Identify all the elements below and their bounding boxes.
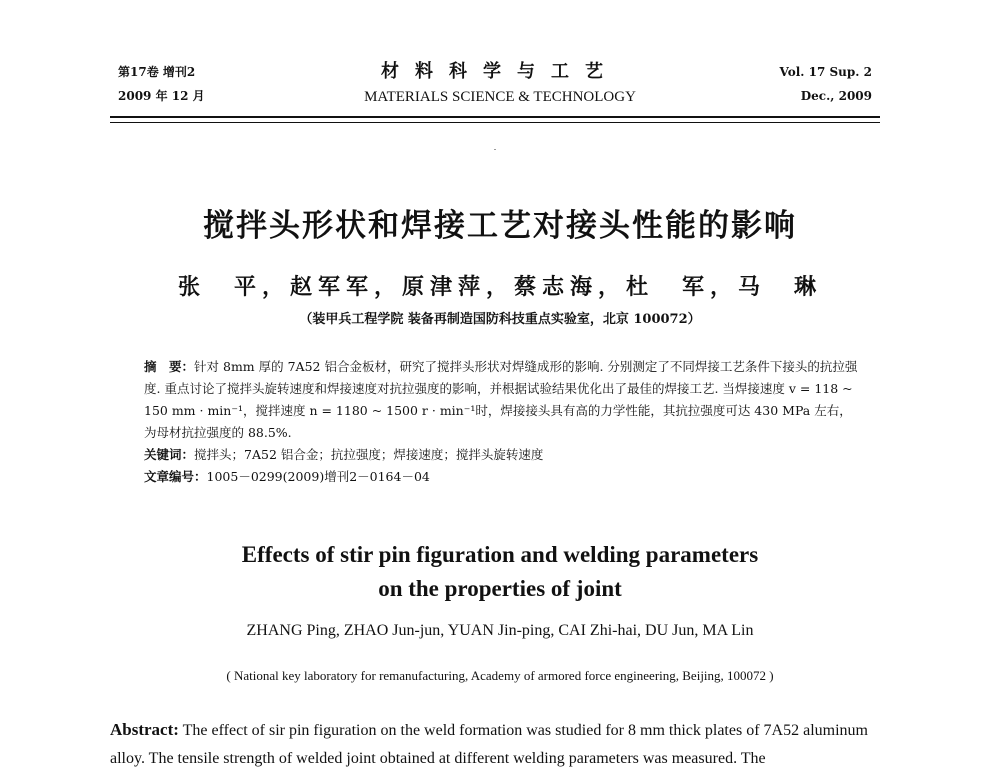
keywords-text-cn: 搅拌头；7A52 铝合金；抗拉强度；焊接速度；搅拌头旋转速度 <box>194 447 544 462</box>
authors-cn: 张 平，赵军军，原津萍，蔡志海，杜 军，马 琳 <box>177 274 822 300</box>
abstract-label-en: Abstract: <box>110 720 179 739</box>
keywords-cn <box>144 444 864 466</box>
paper-title-cn: 搅拌头形状和焊接工艺对接头性能的影响 <box>203 208 797 244</box>
abstract-label-cn: 摘 要： <box>144 359 195 374</box>
abstract-block-cn <box>144 356 864 488</box>
header-rule-thin <box>110 122 880 123</box>
header-right <box>780 64 873 112</box>
article-number-label-cn: 文章编号： <box>144 469 207 484</box>
journal-title-en: MATERIALS SCIENCE & TECHNOLOGY <box>364 89 636 105</box>
abstract-text-en: The effect of sir pin figuration on the weld formation was studied for 8 mm thick plates of 7A52 aluminum alloy. The tensile strength of welded joint obtained at different welding parameters was measured. The <box>110 722 868 767</box>
authors-en: ZHANG Ping, ZHAO Jun-jun, YUAN Jin-ping, CAI Zhi-hai, DU Jun, MA Lin <box>246 622 754 639</box>
title-en-line-1: Effects of stir pin figuration and welding parameters <box>241 542 759 567</box>
volume-cn: 第17卷 增刊2 <box>118 65 196 79</box>
abstract-cn <box>144 356 864 444</box>
header-rule-thick <box>110 116 880 118</box>
paper-title-en <box>0 538 1000 606</box>
article-number-cn <box>144 466 864 488</box>
title-en-line-2: on the properties of joint <box>378 576 622 601</box>
keywords-label-cn: 关键词： <box>144 447 195 462</box>
affiliation-en: ( National key laboratory for remanufacturing, Academy of armored force engineering, Beijing, 100072 ) <box>226 668 774 683</box>
article-number-text-cn: 1005－0299(2009)增刊2－0164－04 <box>206 469 430 484</box>
journal-title-cn: 材料科学与工艺 <box>381 61 619 82</box>
affiliation-cn: （装甲兵工程学院 装备再制造国防科技重点实验室，北京 100072） <box>299 312 701 327</box>
date-cn: 2009 年 12 月 <box>118 89 205 103</box>
abstract-en <box>110 716 880 773</box>
date-en: Dec., 2009 <box>800 89 872 103</box>
volume-en: Vol. 17 Sup. 2 <box>779 65 872 79</box>
print-speck <box>494 149 496 150</box>
abstract-text-cn: 针对 8mm 厚的 7A52 铝合金板材，研究了搅拌头形状对焊缝成形的影响. 分别测定了不同焊接工艺条件下接头的抗拉强度. 重点讨论了搅拌头旋转速度和焊接速度对抗拉强度的影响，并根据试验结果优化出了最佳的焊接工艺. 当焊接速度 v = 118 ~ 150 mm · min⁻¹，搅拌速度 n = 1180 ~ 1500 r · min⁻¹时，焊接接头具有高的力学性能，其抗拉强度可达 430 MPa 左右，为母材抗拉强度的 88.5%. <box>144 359 858 440</box>
